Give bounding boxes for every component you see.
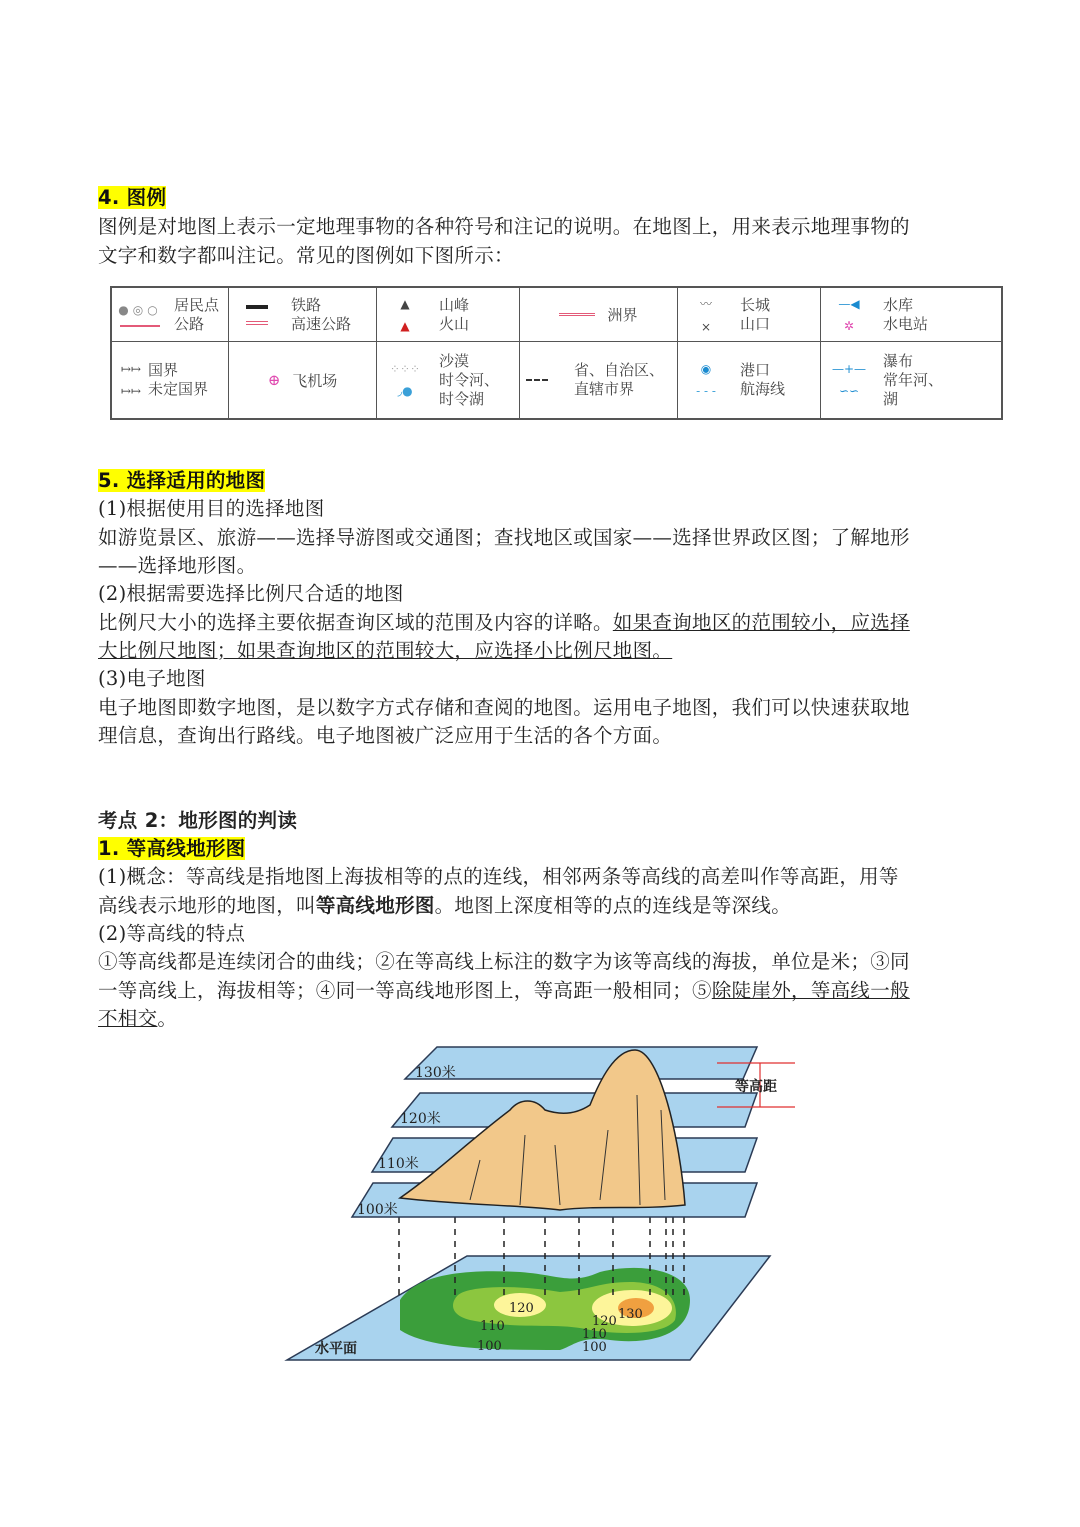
legend-label: 洲界 xyxy=(607,306,638,325)
paragraph: ①等高线都是连续闭合的曲线；②在等高线上标注的数字为该等高线的海拔，单位是米；③同 xyxy=(98,950,910,973)
legend-label: 山峰 xyxy=(439,295,470,314)
topic-title: 考点 2：地形图的判读 xyxy=(98,809,298,832)
border-icon: ↦↦ xyxy=(120,362,142,377)
contour-label: 100 xyxy=(582,1340,607,1355)
hydropower-icon: ✲ xyxy=(843,318,855,333)
legend-label: 瀑布 xyxy=(883,351,914,370)
underlined-text: 大比例尺地图；如果查询地区的范围较大，应选择小比例尺地图。 xyxy=(98,639,673,662)
underlined-text: 不相交 xyxy=(98,1007,158,1030)
settlement-icon: ●◎○ xyxy=(118,302,162,317)
legend-label: 高速公路 xyxy=(291,314,352,333)
seasonal-lake-icon: ◞● xyxy=(397,384,413,399)
contour-interval-label: 等高距 xyxy=(735,1079,777,1095)
paragraph: 图例是对地图上表示一定地理事物的各种符号和注记的说明。在地图上，用来表示地理事物的 xyxy=(98,215,910,238)
subheading: (2)等高线的特点 xyxy=(98,922,246,945)
desert-icon: ⁘⁘⁘ xyxy=(389,362,421,377)
text: 高线表示地形的地图，叫 xyxy=(98,894,316,917)
bold-term: 等高线地形图 xyxy=(315,894,435,917)
legend-label: 飞机场 xyxy=(292,371,338,390)
section-heading: 4. 图例 xyxy=(98,186,167,209)
legend-label: 未定国界 xyxy=(148,380,209,399)
text: 。 xyxy=(157,1007,178,1030)
subheading: (2)根据需要选择比例尺合适的地图 xyxy=(98,582,404,605)
contour-label: 120 xyxy=(592,1314,617,1329)
undetermined-border-icon: ↦↦ xyxy=(120,384,142,399)
underlined-text: 除陡崖外，等高线一般 xyxy=(711,979,910,1002)
sea-route-icon: - - - xyxy=(696,384,716,399)
contour-label: 130 xyxy=(618,1307,643,1322)
paragraph: 文字和数字都叫注记。常见的图例如下图所示： xyxy=(98,244,514,267)
legend-label: 居民点 xyxy=(174,295,220,314)
paragraph: 如游览景区、旅游——选择导游图或交通图；查找地区或国家——选择世界政区图；了解地形 xyxy=(98,526,910,549)
legend-label: 铁路 xyxy=(291,295,322,314)
contour-label: 110 xyxy=(582,1327,607,1342)
paragraph: ——选择地形图。 xyxy=(98,554,257,577)
port-icon: ◉ xyxy=(700,362,712,377)
legend-label: 沙漠 xyxy=(439,351,470,370)
legend-label: 省、自治区、 xyxy=(574,361,665,380)
legend-label: 火山 xyxy=(439,314,470,333)
legend-label: 水电站 xyxy=(883,314,929,333)
contour-label: 120 xyxy=(509,1301,534,1316)
paragraph: 电子地图即数字地图，是以数字方式存储和查阅的地图。运用电子地图，我们可以快速获取地 xyxy=(98,696,910,719)
legend-label: 常年河、 xyxy=(883,370,944,389)
legend-label: 山口 xyxy=(740,314,771,333)
legend-label: 航海线 xyxy=(740,380,786,399)
text: 比例尺大小的选择主要依据查询区域的范围及内容的详略。 xyxy=(98,611,613,634)
legend-label: 公路 xyxy=(174,314,205,333)
legend-label: 时令湖 xyxy=(439,389,485,408)
plane-label-110: 110米 xyxy=(378,1156,419,1172)
paragraph: (1)概念：等高线是指地图上海拔相等的点的连线，相邻两条等高线的高差叫作等高距，用等 xyxy=(98,865,899,888)
plane-label-120: 120米 xyxy=(400,1111,441,1127)
legend-label: 时令河、 xyxy=(439,370,500,389)
text: 一等高线上，海拔相等；④同一等高线地形图上，等高距一般相同；⑤ xyxy=(98,979,712,1002)
legend-label: 水库 xyxy=(883,295,914,314)
legend-label: 长城 xyxy=(740,295,771,314)
great-wall-icon: 〰 xyxy=(699,297,712,312)
legend-label: 湖 xyxy=(883,389,899,408)
contour-label: 110 xyxy=(480,1319,505,1334)
legend-label: 国界 xyxy=(148,361,179,380)
pass-icon: × xyxy=(700,320,712,335)
reservoir-icon: —◀ xyxy=(838,296,860,311)
underlined-text: 如果查询地区的范围较小，应选择 xyxy=(612,611,910,634)
section-heading: 1. 等高线地形图 xyxy=(98,837,246,860)
plane-label-130: 130米 xyxy=(415,1065,456,1081)
legend-label: 港口 xyxy=(740,361,771,380)
peak-icon: ▲ xyxy=(400,296,410,311)
paragraph: 理信息，查询出行路线。电子地图被广泛应用于生活的各个方面。 xyxy=(98,724,673,747)
river-icon: ∽∽ xyxy=(838,384,860,399)
volcano-icon: ▲ xyxy=(400,318,410,333)
airport-icon: ⊕ xyxy=(267,371,281,390)
waterfall-icon: —+— xyxy=(831,362,867,377)
legend-label: 直辖市界 xyxy=(574,380,635,399)
text: 。地图上深度相等的点的连线是等深线。 xyxy=(434,894,792,917)
contour-label: 100 xyxy=(477,1339,502,1354)
horizontal-plane-label: 水平面 xyxy=(315,1341,357,1357)
subheading: (1)根据使用目的选择地图 xyxy=(98,497,325,520)
subheading: (3)电子地图 xyxy=(98,667,206,690)
plane-label-100: 100米 xyxy=(357,1202,398,1218)
section-heading: 5. 选择适用的地图 xyxy=(98,469,266,492)
